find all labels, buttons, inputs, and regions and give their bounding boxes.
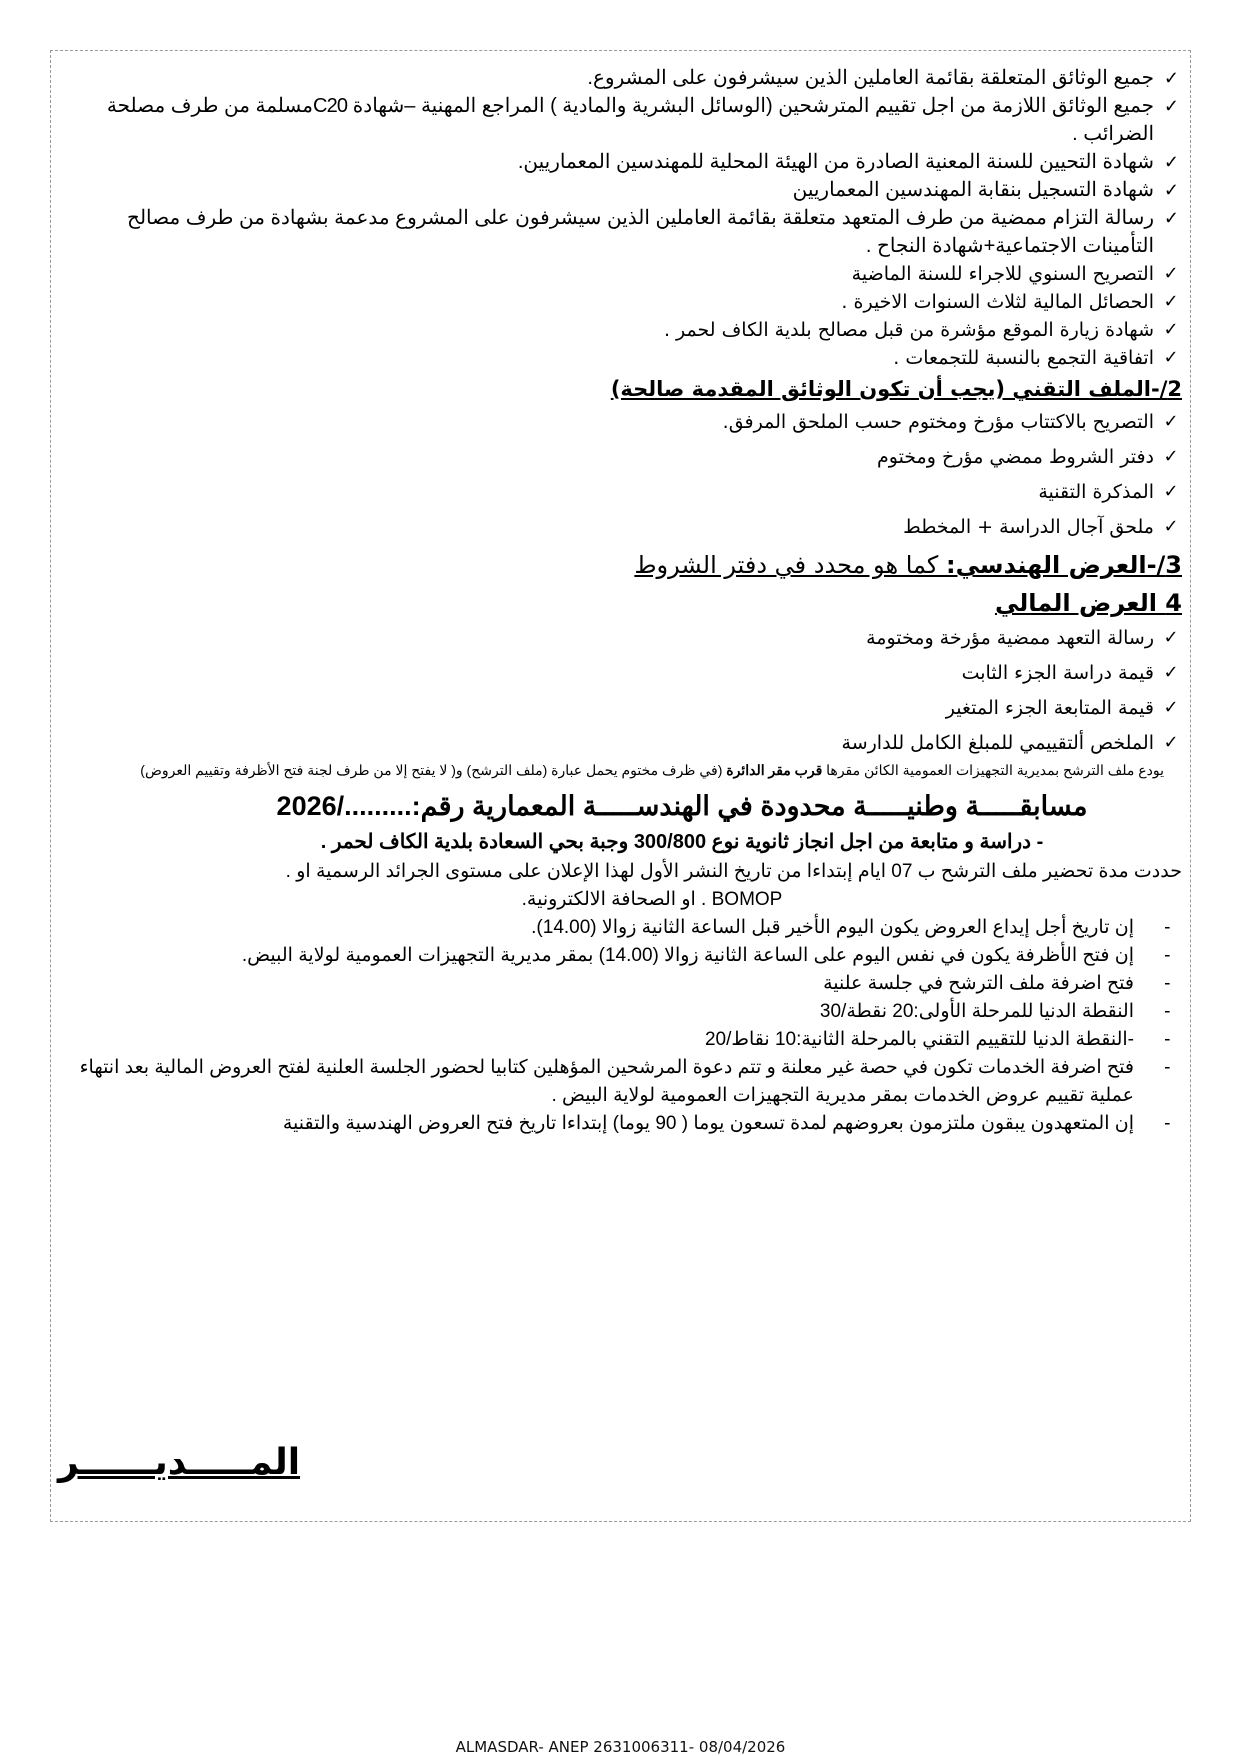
list-item: - النقطة الدنيا للمرحلة الأولى:20 نقطة/30	[62, 998, 1182, 1026]
check-icon: ✓	[1163, 347, 1179, 368]
director-signature-title: المـــــديــــــر	[58, 1442, 301, 1483]
list-item: - فتح اضرفة ملف الترشح في جلسة علنية	[62, 970, 1182, 998]
list-item: ✓ رسالة التزام ممضية من طرف المتعهد متعلقة بقائمة العاملين الذين سيشرفون على المشروع مدعمة بشهادة من طرف مصالح التأمينات الاجتماعية+شهادة النجاح .	[62, 204, 1182, 260]
dash-icon: -	[1164, 917, 1170, 938]
deposit-note: يودع ملف الترشح بمديرية التجهيزات العمومية الكائن مقرها قرب مقر الدائرة (في ظرف مختوم يحمل عبارة (ملف الترشح) و( لا يفتح إلا من طرف لجنة فتح الأظرفة وتقييم العروض)	[140, 762, 1164, 778]
section-4-heading: 4 العرض المالي	[994, 589, 1182, 617]
check-icon: ✓	[1163, 732, 1179, 753]
list-item: ✓ اتفاقية التجمع بالنسبة للتجمعات .	[62, 344, 1182, 372]
list-item: ✓ رسالة التعهد ممضية مؤرخة ومختومة	[62, 624, 1182, 652]
list-item: ✓ الحصائل المالية لثلاث السنوات الاخيرة .	[62, 288, 1182, 316]
list-item: - إن تاريخ أجل إيداع العروض يكون اليوم الأخير قبل الساعة الثانية زوالا (14.00).	[62, 914, 1182, 942]
list-item: ✓ ملحق آجال الدراسة + المخطط	[62, 513, 1182, 541]
dash-icon: -	[1164, 1029, 1170, 1050]
footer-reference: ALMASDAR- ANEP 2631006311- 08/04/2026	[455, 1738, 786, 1756]
check-icon: ✓	[1163, 697, 1179, 718]
check-icon: ✓	[1163, 208, 1179, 228]
dash-icon: -	[1164, 1113, 1170, 1134]
list-item: ✓ التصريح السنوي للاجراء للسنة الماضية	[62, 260, 1182, 288]
list-item: ✓ شهادة التسجيل بنقابة المهندسين المعماريين	[62, 176, 1182, 204]
check-icon: ✓	[1163, 662, 1179, 683]
list-item: ✓ الملخص ألتقييمي للمبلغ الكامل للدارسة	[62, 729, 1182, 757]
list-item: ✓ شهادة زيارة الموقع مؤشرة من قبل مصالح بلدية الكاف لحمر .	[62, 316, 1182, 344]
dash-icon: -	[1164, 973, 1170, 994]
check-icon: ✓	[1163, 627, 1179, 648]
dash-icon: -	[1164, 1001, 1170, 1022]
check-icon: ✓	[1163, 263, 1179, 284]
check-icon: ✓	[1163, 411, 1179, 432]
section-3-text: كما هو محدد في دفتر الشروط	[634, 551, 946, 579]
list-item: ✓ المذكرة التقنية	[62, 478, 1182, 506]
list-item: - -النقطة الدنيا للتقييم التقني بالمرحلة الثانية:10 نقاط/20	[62, 1026, 1182, 1054]
section-3-heading: 3/-العرض الهندسي: كما هو محدد في دفتر الشروط	[634, 551, 1182, 579]
preparation-period-text: حددت مدة تحضير ملف الترشح ب 07 ايام إبتداءا من تاريخ النشر الأول لهذا الإعلان على مستوى الجرائد الرسمية او .	[285, 861, 1182, 882]
competition-title: مسابقـــــة وطنيـــــة محدودة في الهندســـــة المعمارية رقم:........./2026	[276, 791, 1088, 821]
check-icon: ✓	[1163, 446, 1179, 467]
list-item: ✓ شهادة التحيين للسنة المعنية الصادرة من الهيئة المحلية للمهندسين المعماريين.	[62, 148, 1182, 176]
list-item: - فتح اضرفة الخدمات تكون في حصة غير معلنة و تتم دعوة المرشحين المؤهلين كتابيا لحضور الجلسة العلنية لفتح العروض المالية بعد انتهاء عملية تقييم عروض الخدمات بمقر مديرية التجهيزات العمومية لولاية البيض .	[62, 1054, 1182, 1110]
required-documents-list	[62, 64, 1182, 372]
document-body	[62, 64, 1182, 1138]
list-item: - إن فتح الأظرفة يكون في نفس اليوم على الساعة الثانية زوالا (14.00) بمقر مديرية التجهيزات العمومية لولاية البيض.	[62, 942, 1182, 970]
check-icon: ✓	[1163, 516, 1179, 537]
check-icon: ✓	[1163, 291, 1179, 312]
list-item: ✓ دفتر الشروط ممضي مؤرخ ومختوم	[62, 443, 1182, 471]
check-icon: ✓	[1163, 68, 1179, 88]
check-icon: ✓	[1163, 180, 1179, 200]
list-item: ✓ جميع الوثائق اللازمة من اجل تقييم المترشحين (الوسائل البشرية والمادية ) المراجع المهنية –شهادة C20مسلمة من طرف مصلحة الضرائب .	[62, 92, 1182, 148]
preparation-period-text-2: BOMOP . او الصحافة الالكترونية.	[521, 889, 783, 910]
list-item: ✓ قيمة دراسة الجزء الثابت	[62, 659, 1182, 687]
dash-icon: -	[1164, 1057, 1170, 1078]
list-item: - إن المتعهدون يبقون ملتزمون بعروضهم لمدة تسعون يوما ( 90 يوما) إبتداءا تاريخ فتح العروض الهندسية والتقنية	[62, 1110, 1182, 1138]
check-icon: ✓	[1163, 319, 1179, 340]
list-item: ✓ قيمة المتابعة الجزء المتغير	[62, 694, 1182, 722]
list-item: ✓ جميع الوثائق المتعلقة بقائمة العاملين الذين سيشرفون على المشروع.	[62, 64, 1182, 92]
financial-offer-list	[62, 624, 1182, 757]
section-2-heading: 2/-الملف التقني (يجب أن تكون الوثائق المقدمة صالحة)	[610, 377, 1182, 401]
conditions-list	[62, 914, 1182, 1138]
check-icon: ✓	[1163, 481, 1179, 502]
check-icon: ✓	[1163, 96, 1179, 116]
technical-file-list	[62, 408, 1182, 541]
list-item: ✓ التصريح بالاكتتاب مؤرخ ومختوم حسب الملحق المرفق.	[62, 408, 1182, 436]
dash-icon: -	[1164, 945, 1170, 966]
check-icon: ✓	[1163, 152, 1179, 172]
competition-subtitle: - دراسة و متابعة من اجل انجاز ثانوية نوع 300/800 وجبة بحي السعادة بلدية الكاف لحمر .	[320, 831, 1044, 853]
